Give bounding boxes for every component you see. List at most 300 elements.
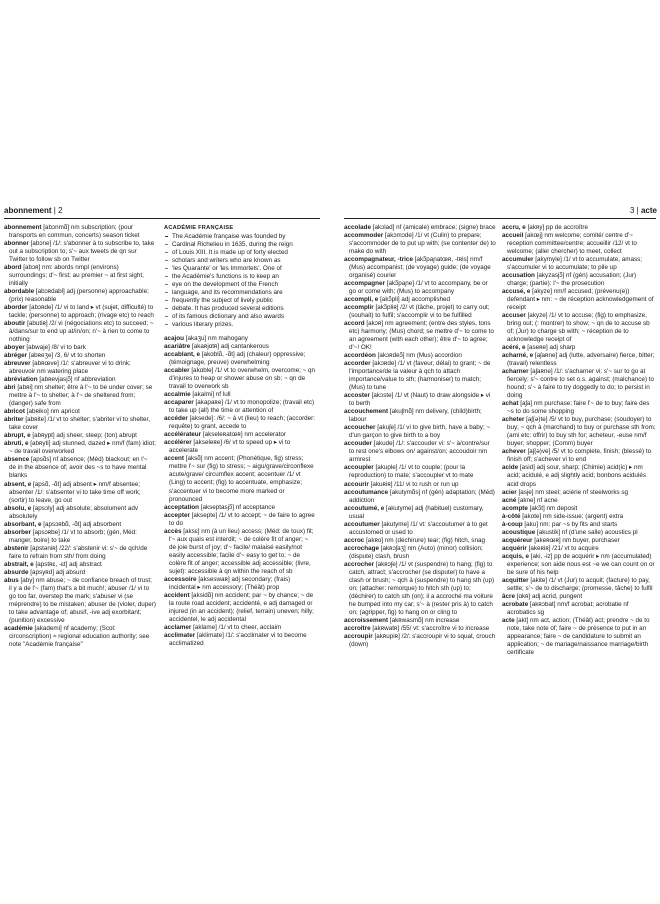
entry-definition: [akɑble] /1/ vt to overwhelm, overcome; ~ qn d'injures to heap or shower abuse on sb; ~ qn de travail to overwork sb — [169, 367, 316, 391]
entry-headword: accoutumance — [344, 488, 389, 496]
entry-headword: absorbant, e — [4, 520, 42, 528]
entry-definition: [abʀypt] adj sheer, steep; (ton) abrupt — [32, 432, 137, 440]
dictionary-entry — [344, 304, 496, 320]
entry-definition: [akademi] nf academy; (Scol: circonscription) ≈ regional education authority; see note "Académie française" — [9, 624, 150, 648]
entry-headword: acquis, e — [502, 552, 529, 560]
dictionary-entry — [502, 505, 656, 513]
entry-definition: [akaʒu] nm mahogany — [185, 335, 248, 343]
note-body — [164, 233, 316, 329]
entry-headword: abstrait, e — [4, 560, 34, 568]
entry-headword: accusé, e — [502, 288, 531, 296]
entry-definition: [akɔ̃t] nm deposit — [529, 504, 578, 512]
note-line: various literary prizes. — [164, 321, 316, 329]
dictionary-entry — [4, 432, 156, 440]
entry-definition: [akyze] /1/ vt to accuse; (fig) to emphasize, bring out; (: montrer) to show; ~ qn de to accuse sb of; (Jur) to charge sb with; ~ réception de to acknowledge receipt of — [507, 312, 650, 344]
entry-headword: accroître — [344, 624, 371, 632]
dictionary-entry — [164, 632, 316, 648]
entry-headword: accordéon — [344, 352, 376, 360]
entry-headword: acquéreur — [502, 536, 533, 544]
entry-headword: accusation — [502, 272, 535, 280]
dictionary-entry — [344, 561, 496, 617]
entry-headword: acharner — [502, 368, 529, 376]
dictionary-entry — [502, 256, 656, 272]
entry-definition: [akaʀjɑtʀ] adj cantankerous — [192, 343, 269, 351]
dictionary-entry — [4, 408, 156, 416]
entry-definition: [apsɑ̃, -ɑ̃t] adj absent ▸ nm/f absentee; absenter /1/: s'absenter vi to take time off work; (sortir) to leave, go out — [9, 480, 141, 504]
entry-headword: abreuver — [4, 360, 31, 368]
dictionary-entry — [4, 569, 156, 577]
entry-definition: [asid] adj sour, sharp; (Chimie) acid(ic) ▸ nm acid; acidulé, e adj slightly acid; bonbons acidulés acid drops — [507, 464, 646, 488]
dictionary-entry — [502, 529, 656, 537]
entry-definition: [abɔʀ] nm: abords nmpl (environs) surroundings; d'~ first; au premier ~ at first sight, initially — [9, 264, 144, 288]
entry-definition: [akuʃmɑ̃] nm delivery, (child)birth; labour — [349, 408, 482, 424]
dictionary-entry — [164, 512, 316, 528]
entry-headword: acquitter — [502, 576, 529, 584]
entry-headword: accompagner — [344, 280, 385, 288]
entry-headword: accélérateur — [164, 431, 202, 439]
entry-definition: [akɔmɔde] /1/ vt (Culin) to prepare; s'accommoder de to put up with; (se contenter de) to make do with — [349, 232, 496, 256]
entry-headword: accueil — [502, 232, 524, 240]
entry-definition: [apsɑ̃s] nf absence; (Méd) blackout; en l'~ de in the absence of; avoir des ~s to have mental blanks — [9, 456, 148, 480]
dictionary-entry — [502, 497, 656, 505]
entry-definition: [apstəniʀ] /22/: s'abstenir vi: s'~ de qch/de faire to refrain from sth/ from doing — [9, 544, 148, 560]
entry-headword: accouder — [344, 440, 372, 448]
dictionary-entry — [4, 577, 156, 625]
entry-headword: accablant, e — [164, 351, 201, 359]
entry-definition: [aku] nm: par ~s by fits and starts — [524, 520, 618, 528]
dictionary-entry — [344, 537, 496, 545]
entry-definition: [aklimate] /1/: s'acclimater vi to become acclimatized — [169, 631, 307, 647]
column-3 — [344, 224, 496, 649]
dictionary-entry — [502, 232, 656, 256]
entry-headword: abrupt, e — [4, 432, 31, 440]
entry-definition: [abɔʀde] /1/ vi to land ▸ vt (sujet, difficulté) to tackle; (personne) to approach; (rivage etc) to reach — [9, 304, 154, 320]
entry-definition: [akutyme] adj (habituel) customary, usual — [349, 504, 484, 520]
dictionary-entry — [4, 376, 156, 384]
dictionary-entry — [164, 439, 316, 455]
dictionary-entry — [344, 617, 496, 625]
entry-definition: [aʃaʀne] /1/: s'acharner vi: s'~ sur to go at fiercely; s'~ contre to set o.s. against; (malchance) to hound; s'~ à faire to try doggedly to do; to persist in doing — [507, 368, 654, 400]
entry-definition: [akude] /1/: s'accouder vi: s'~ à/contre/sur to rest one's elbows on/ against/on; accoudoir nm armrest — [349, 440, 490, 464]
note-line: The Académie française was founded by — [164, 233, 316, 241]
dictionary-entry — [344, 296, 496, 304]
entry-headword: aboutir — [4, 320, 26, 328]
dictionary-entry — [502, 521, 656, 529]
entry-headword: abus — [4, 576, 19, 584]
dictionary-entry — [344, 464, 496, 480]
dictionary-entry — [502, 272, 656, 288]
note-line: of its famous dictionary and also awards — [164, 313, 316, 321]
entry-definition: [aksidɑ̃] nm accident; par ~ by chance; ~ de la route road accident; accidenté, e adj damaged or injured (in an accident); (relief, terrain) uneven; hilly; accidentel, le adj accidental — [169, 591, 314, 623]
entry-definition: [abʀevjasjɔ̃] nf abbreviation — [39, 376, 116, 384]
entry-definition: [apsɔʀbe] /1/ vt to absorb; (gén, Méd: manger, boire) to take — [9, 528, 137, 544]
dictionary-entry — [344, 489, 496, 505]
entry-definition: [abɔʀdabl] adj (personne) approachable; (prix) reasonable — [9, 288, 149, 304]
note-line: language, and its recommendations are — [164, 289, 316, 297]
header-separator: | — [636, 206, 639, 215]
entry-headword: accumuler — [502, 256, 534, 264]
entry-definition: [akʀo] nm (déchirure) tear; (fig) hitch, snag — [366, 536, 485, 544]
entry-definition: [abʀeʒe] /3, 6/ vt to shorten — [28, 352, 106, 360]
dictionary-entry — [4, 360, 156, 376]
entry-headword: accoster — [344, 392, 370, 400]
entry-definition: [akapaʀe] /1/ vt to monopolize; (travail etc) to take up (all) the time or attention of — [169, 399, 315, 415]
entry-headword: achat — [502, 400, 519, 408]
entry-definition: [aʃ(ə)ve] /5/ vt to complete, finish; (blessé) to finish off; s'achever vi to end — [507, 448, 652, 464]
entry-headword: accouchement — [344, 408, 389, 416]
entry-definition: [akeʀœʀ] nm buyer, purchaser — [534, 536, 620, 544]
dictionary-entry — [164, 399, 316, 415]
header-rule-left — [4, 218, 320, 219]
dictionary-entry — [4, 240, 156, 264]
entry-headword: acceptation — [164, 503, 199, 511]
entry-headword: absent, e — [4, 480, 32, 488]
entry-definition: [abɔne] /1/: s'abonner à to subscribe to, take out a subscription to; s'~ aux tweets de qn sur Twitter to follow sb on Twitter — [9, 240, 155, 264]
entry-headword: abricot — [4, 408, 25, 416]
entry-definition: [akɔlad] nf (amicale) embrace; (signe) brace — [372, 224, 496, 231]
entry-headword: âcre — [502, 592, 515, 600]
dictionary-entry — [502, 312, 656, 344]
entry-headword: accabler — [164, 367, 190, 375]
entry-headword: achever — [502, 448, 526, 456]
entry-definition: [aki, -iz] pp de acquérir ▸ nm (accumulated) experience; son aide nous est ~e we can count on or be sure of his help — [507, 552, 655, 576]
entry-definition: [aksepte] /1/ vt to accept; ~ de faire to agree to do — [169, 511, 315, 527]
entry-headword: accident — [164, 591, 190, 599]
dictionary-entry — [4, 344, 156, 352]
dictionary-entry — [502, 416, 656, 448]
column-2 — [164, 224, 316, 648]
dictionary-entry — [164, 431, 316, 439]
entry-definition: [akseswaʀ] adj secondary; (frais) incidental ▸ nm accessory; (Théât) prop — [169, 575, 291, 591]
entry-headword: à-côté — [502, 512, 521, 520]
entry-definition: [akyze] nm/f accused; (prévenu(e)) defendant ▸ nm: ~ de réception acknowledgement of receipt — [507, 288, 654, 312]
note-line: 'les Quarante' or 'les Immortels'. One of — [164, 265, 316, 273]
entry-headword: acoustique — [502, 528, 536, 536]
dictionary-entry — [502, 601, 656, 617]
entry-definition: [akutymɑ̃s] nf (gén) adaptation; (Méd) addiction — [349, 488, 495, 504]
note-line: Cardinal Richelieu in 1635, during the reign — [164, 241, 316, 249]
entry-headword: accompli, e — [344, 296, 379, 304]
entry-headword: acharné, e — [502, 352, 534, 360]
entry-definition: [abʀite] /1/ vt to shelter; s'abriter vi to shelter, take cover — [9, 416, 151, 432]
entry-definition: [apsɔly] adj absolute; absolument adv absolutely — [9, 504, 139, 520]
entry-headword: abruti, e — [4, 440, 29, 448]
entry-definition: [akʀwasmɑ̃] nm increase — [389, 616, 460, 624]
column-4 — [502, 224, 656, 657]
entry-definition: [abʀiko] nm apricot — [26, 408, 80, 416]
note-line: of Louis XIII. It is made up of forty elected — [164, 249, 316, 257]
entry-definition: [akuʃe] /1/ vi to give birth, have a baby; ~ d'un garçon to give birth to a boy — [349, 424, 491, 440]
entry-definition: [akseleʀe] /6/ vt to speed up ▸ vi to accelerate — [169, 439, 291, 455]
entry-headword: abonner — [4, 240, 29, 248]
dictionary-entry — [164, 343, 316, 351]
column-1 — [4, 224, 156, 649]
dictionary-entry — [344, 440, 496, 464]
entry-definition: [akote] nm side-issue; (argent) extra — [522, 512, 624, 520]
dictionary-entry — [344, 625, 496, 633]
entry-headword: abri — [4, 384, 16, 392]
dictionary-entry — [344, 481, 496, 489]
note-line: scholars and writers who are known as — [164, 257, 316, 265]
dictionary-entry — [4, 456, 156, 480]
entry-definition: [akseptasjɔ̃] nf acceptance — [200, 503, 275, 511]
entry-definition: [akɔ̃paɲe] /1/ vt to accompany, be or go or come with; (Mus) to accompany — [349, 280, 488, 296]
entry-headword: acéré, e — [502, 344, 526, 352]
dictionary-entry — [164, 391, 316, 399]
entry-headword: accomplir — [344, 304, 374, 312]
entry-headword: accord — [344, 320, 365, 328]
entry-headword: aborder — [4, 304, 28, 312]
dictionary-entry — [502, 553, 656, 577]
entry-headword: accuser — [502, 312, 526, 320]
dictionary-entry — [164, 455, 316, 503]
entry-definition: [akʀwatʀ] /55/ vt: s'accroître vi to increase — [372, 624, 490, 632]
entry-definition: [aksɛ] nm (à un lieu) access; (Méd: de toux) fit; l'~ aux quais est interdit; ~ de colère fit of anger; ~ de joie burst of joy; d'~ facile/ malaisé easily/not easily accessible; facile d'~ easy to get to; ~ de colère fit of anger; accessible adj accessible; (livre, sujet): accessible à qn within the reach of sb — [169, 527, 314, 575]
entry-headword: accrochage — [344, 544, 380, 552]
dictionary-entry — [502, 577, 656, 593]
entry-definition: [akʀupiʀ] /2/: s'accroupir vi to squat, crouch (down) — [349, 632, 496, 648]
dictionary-entry — [164, 335, 316, 343]
entry-headword: acajou — [164, 335, 184, 343]
entry-headword: accourir — [344, 480, 369, 488]
dictionary-entry — [502, 545, 656, 553]
entry-definition: [aseʀe] adj sharp — [527, 344, 576, 352]
entry-definition: [akuʀiʀ] /11/ vi to rush or run up — [370, 480, 459, 488]
dictionary-entry — [4, 545, 156, 561]
page-header-right — [630, 206, 657, 216]
entry-headword: acclimater — [164, 631, 196, 639]
dictionary-entry — [344, 256, 496, 280]
entry-definition: [aby] nm abuse; ~ de confiance breach of trust; il y a de l'~ (fam) that's a bit much!; abuser /1/ vi to go too far, overstep the mark; s'abuser vi (se méprendre) to be mistaken; abuser de (violer, duper) to take advantage of; abusif, -ive adj exorbitant; (punition) excessive — [9, 576, 157, 624]
entry-definition: [akustik] nf (d'une salle) acoustics pl — [537, 528, 638, 536]
dictionary-entry — [502, 400, 656, 416]
entry-headword: accepter — [164, 511, 190, 519]
entry-definition: [akseleʀatœʀ] nm accelerator — [202, 431, 286, 439]
dictionary-entry — [502, 224, 656, 232]
entry-headword: acariâtre — [164, 343, 191, 351]
entry-definition: [aʃ(ə)te] /5/ vt to buy, purchase; (soudoyer) to buy; ~ qch à (marchand) to buy or purchase sth from; (ami etc: offrir) to buy sth for; acheteur, -euse nm/f buyer; shopper; (Comm) buyer — [507, 416, 656, 448]
entry-headword: acheter — [502, 416, 525, 424]
entry-definition: [aʃa] nm purchase; faire l'~ de to buy; faire des ~s to do some shopping — [507, 400, 650, 416]
note-line: debate. It has produced several editions — [164, 305, 316, 313]
entry-headword: absolu, e — [4, 504, 32, 512]
entry-headword: abordable — [4, 288, 35, 296]
entry-headword: accoutumé, e — [344, 504, 385, 512]
entry-definition: [apsɔʀbɑ̃, -ɑ̃t] adj absorbent — [43, 520, 122, 528]
note-title: ACADÉMIE FRANÇAISE — [164, 225, 234, 231]
note-line: frequently the subject of lively public — [164, 297, 316, 305]
entry-headword: accoucher — [344, 424, 376, 432]
entry-headword: accompagnateur, -trice — [344, 256, 413, 264]
dictionary-entry — [344, 505, 496, 521]
dictionary-entry — [4, 320, 156, 344]
dictionary-entry — [344, 392, 496, 408]
entry-definition: [akɑblɑ̃, -ɑ̃t] adj (chaleur) oppressive; (témoignage, preuve) overwhelming — [169, 351, 306, 367]
dictionary-entry — [164, 415, 316, 431]
entry-headword: accent — [164, 455, 184, 463]
column-2-entries — [164, 335, 316, 648]
entry-definition: [abutiʀ] /2/ vi (négociations etc) to succeed; ~ à/dans/sur to end up at/in/on; n'~ à rien to come to nothing — [9, 320, 154, 344]
entry-definition: [abɔnmɑ̃] nm subscription; (pour transports en commun, concerts) season ticket — [9, 224, 140, 240]
entry-headword: abréviation — [4, 376, 38, 384]
entry-headword: abriter — [4, 416, 24, 424]
dictionary-entry — [344, 320, 496, 352]
entry-definition: [akt] nm act, action; (Théât) act; prendre ~ de to note, take note of; faire ~ de présence to put in an appearance; faire ~ de candidature to submit an application; ~ de mariage/naissance marriage/birth certificate — [507, 616, 650, 656]
entry-definition: [akɔʀde] /1/ vt (faveur, délai) to grant; ~ de l'importance/de la valeur à qch to attach importance/value to sth; (harmoniser) to match; (Mus) to tune — [349, 360, 491, 392]
entry-definition: [akʀɔbat] nm/f acrobat; acrobatie nf acrobatics sg — [507, 600, 629, 616]
dictionary-entry — [164, 504, 316, 512]
entry-headword: acte — [502, 616, 515, 624]
entry-headword: à-coup — [502, 520, 523, 528]
entry-definition: [akʀy] pp de accroître — [527, 224, 589, 231]
dictionary-entry — [4, 264, 156, 288]
dictionary-entry — [4, 304, 156, 320]
dictionary-entry — [344, 224, 496, 232]
entry-definition: [abʀi] nm shelter; être à l'~ to be under cover; se mettre à l'~ to shelter; à l'~ de sheltered from; (danger) safe from — [9, 384, 153, 408]
entry-definition: [akite] /1/ vt (Jur) to acquit; (facture) to pay, settle; s'~ de to discharge; (promesse, tâche) to fulfil — [507, 576, 653, 592]
entry-definition: [aklame] /1/ vt to cheer, acclaim — [193, 623, 282, 631]
dictionary-entry — [4, 521, 156, 529]
entry-headword: accroupir — [344, 632, 373, 640]
entry-headword: accélérer — [164, 439, 192, 447]
dictionary-entry — [4, 505, 156, 521]
entry-headword: absence — [4, 456, 30, 464]
entry-headword: accroissement — [344, 616, 389, 624]
header-right-headword: acte — [640, 206, 657, 215]
entry-headword: accolade — [344, 224, 371, 231]
dictionary-entry — [502, 352, 656, 368]
entry-headword: acquérir — [502, 544, 527, 552]
dictionary-entry — [344, 360, 496, 392]
dictionary-entry — [4, 416, 156, 432]
entry-definition: [abʀyti] adj stunned, dazed ▸ nm/f (fam) idiot; ~ de travail overworked — [9, 440, 156, 456]
dictionary-entry — [164, 624, 316, 632]
entry-headword: accrocher — [344, 560, 375, 568]
entry-definition: [ɑkʀ] adj acrid, pungent — [516, 592, 583, 600]
header-right-page-number: 3 — [629, 206, 635, 215]
entry-headword: accessoire — [164, 575, 197, 583]
entry-headword: accroc — [344, 536, 365, 544]
entry-headword: abréger — [4, 352, 28, 360]
entry-definition: [akœj] nm welcome; comité/ centre d'~ reception committee/centre; accueillir /12/ vt to welcome; (aller chercher) to meet, collect — [507, 232, 637, 256]
entry-headword: aboyer — [4, 344, 25, 352]
dictionary-entry — [4, 561, 156, 569]
dictionary-entry — [502, 617, 656, 657]
dictionary-entry — [502, 368, 656, 400]
entry-definition: [abwaje] /8/ vi to bark — [26, 344, 86, 352]
note-line: eye on the development of the French — [164, 281, 316, 289]
entry-headword: acrobate — [502, 600, 529, 608]
note-line: the Académie's functions is to keep an — [164, 273, 316, 281]
entry-definition: [akɔ̃paɲatœʀ, -tʀis] nm/f (Mus) accompanist; (de voyage) guide; (de voyage organisé) courier — [349, 256, 491, 280]
entry-headword: accès — [164, 527, 182, 535]
entry-definition: [akyzasjɔ̃] nf (gén) accusation; (Jur) charge; (partie): l'~ the prosecution — [507, 272, 637, 288]
header-rule-right — [344, 218, 656, 219]
entry-headword: accorder — [344, 360, 371, 368]
entry-headword: absorber — [4, 528, 31, 536]
entry-definition: [akuple] /1/ vt to couple; (pour la reproduction) to mate; s'accoupler vt to mate — [349, 464, 474, 480]
entry-definition: [akɔste] /1/ vt (Naut) to draw alongside ▸ vi to berth — [349, 392, 491, 408]
dictionary-entry — [502, 448, 656, 464]
dictionary-entry — [502, 593, 656, 601]
dictionary-entry — [164, 528, 316, 576]
dictionary-entry — [4, 288, 156, 304]
entry-definition: [akɔʀ] nm agreement; (entre des styles, tons etc) harmony; (Mus) chord; se mettre d'~ to come to an agreement (with each other); être d'~ to agree; d'~! OK! — [349, 320, 494, 352]
entry-headword: accru, e — [502, 224, 526, 231]
dictionary-entry — [502, 464, 656, 488]
dictionary-entry — [344, 633, 496, 649]
dictionary-entry — [164, 351, 316, 367]
entry-definition: [aksɑ̃] nm accent; (Phonétique, fig) stress; mettre l'~ sur (fig) to stress; ~ aigu/grave/circonflexe acute/grave/ circumflex accent; accentuer /1/ vt (Ling) to accent; (fig) to accentuate, emphasize; s'accentuer vi to become more marked or pronounced — [169, 455, 314, 503]
header-left-page-number: 2 — [58, 206, 63, 215]
entry-headword: abonnement — [4, 224, 42, 231]
dictionary-entry — [344, 424, 496, 440]
entry-definition: [akʀɔʃaʒ] nm (Auto) (minor) collision; (dispute) clash, brush — [349, 544, 483, 560]
dictionary-entry — [4, 352, 156, 360]
academie-francaise-note — [164, 224, 316, 329]
dictionary-entry — [164, 592, 316, 624]
entry-definition: [akalmi] nf lull — [192, 391, 231, 399]
dictionary-entry — [344, 232, 496, 256]
entry-definition: [apsyʀd] adj absurd — [30, 568, 86, 576]
entry-headword: absurde — [4, 568, 29, 576]
dictionary-entry — [344, 280, 496, 296]
dictionary-entry — [344, 408, 496, 424]
dictionary-entry — [502, 288, 656, 312]
entry-headword: acclamer — [164, 623, 192, 631]
entry-headword: accalmie — [164, 391, 191, 399]
entry-headword: acompte — [502, 504, 528, 512]
dictionary-entry — [4, 384, 156, 408]
entry-definition: [akɔʀdeɔ̃] nm (Mus) accordion — [377, 352, 462, 360]
page-header-left — [4, 206, 63, 216]
entry-headword: acide — [502, 464, 519, 472]
entry-definition: [akʀɔʃe] /1/ vt (suspendre) to hang; (fig) to catch, attract; s'accrocher (se disputer) to have a clash or brush; ~ qch à (suspendre) to hang sth (up) on; (attacher: remorque) to hitch sth (up) to; (déchirer) to catch sth (on); il a accroché ma voiture he bumped into my car; s'~ à (rester pris à) to catch on; (agripper, fig) to hang on or cling to — [349, 560, 495, 616]
entry-headword: abord — [4, 264, 22, 272]
entry-definition: [aksede]: /6/: ~ à vt (lieu) to reach; (accorder: requête) to grant, accede to — [169, 415, 316, 431]
dictionary-entry — [502, 489, 656, 497]
entry-definition: [akɔ̃pli] adj accomplished — [380, 296, 451, 304]
entry-headword: accommoder — [344, 232, 384, 240]
entry-headword: accoupler — [344, 464, 374, 472]
dictionary-entry — [4, 625, 156, 649]
dictionary-entry — [164, 367, 316, 391]
entry-headword: académie — [4, 624, 33, 632]
dictionary-entry — [4, 224, 156, 240]
entry-headword: accoutumer — [344, 520, 380, 528]
header-left-headword: abonnement — [4, 206, 52, 215]
entry-headword: acier — [502, 488, 517, 496]
header-separator: | — [53, 206, 56, 215]
dictionary-entry — [502, 513, 656, 521]
entry-definition: [akymyle] /1/ vt to accumulate, amass; s'accumuler vi to accumulate; to pile up — [507, 256, 642, 272]
entry-definition: [akutyme] /1/ vt: s'accoutumer à to get accustomed or used to — [349, 520, 488, 536]
dictionary-entry — [502, 344, 656, 352]
entry-headword: acné — [502, 496, 517, 504]
entry-definition: [aʃaʀne] adj (lutte, adversaire) fierce, bitter; (travail) relentless — [507, 352, 655, 368]
entry-headword: abstenir — [4, 544, 29, 552]
entry-definition: [apstʀɛ, -ɛt] adj abstract — [35, 560, 102, 568]
entry-headword: accéder — [164, 415, 188, 423]
entry-definition: [asje] nm steel; aciérie nf steelworks sg — [518, 488, 629, 496]
entry-definition: [abʀœve] /1/: s'abreuver vi to drink; abreuvoir nm watering place — [9, 360, 131, 376]
dictionary-entry — [344, 521, 496, 537]
dictionary-entry — [344, 352, 496, 360]
entry-headword: accaparer — [164, 399, 194, 407]
dictionary-entry — [4, 529, 156, 545]
dictionary-entry — [164, 576, 316, 592]
entry-definition: [akɔ̃pliʀ] /2/ vt (tâche, projet) to carry out; (souhait) to fulfil; s'accomplir vi to be fulfilled — [349, 304, 490, 320]
